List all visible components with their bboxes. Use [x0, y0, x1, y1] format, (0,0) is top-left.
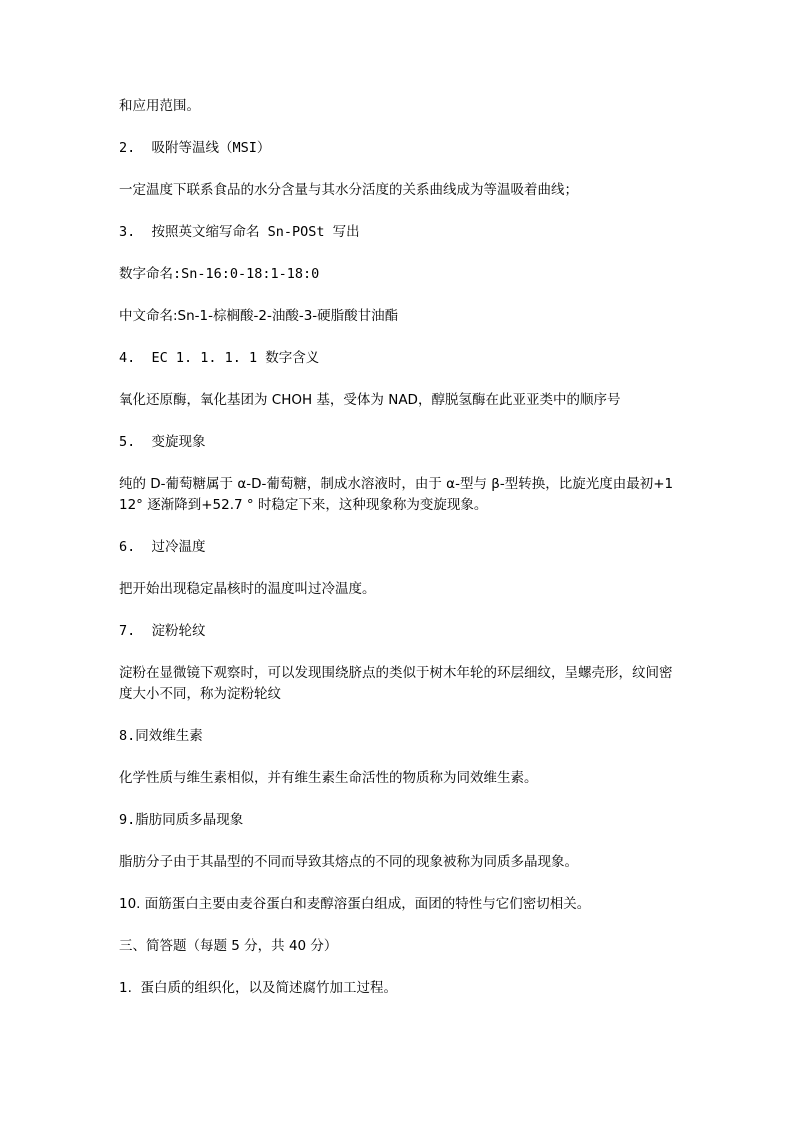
section-heading-short-answer: 三、简答题（每题 5 分，共 40 分） [119, 938, 338, 954]
heading-item-6: 6. 过冷温度 [119, 539, 206, 555]
heading-item-5: 5. 变旋现象 [119, 434, 206, 450]
paragraph-item-3-numeric: 数字命名:Sn-16:0-18:1-18:0 [119, 266, 320, 282]
heading-item-9: 9.脂肪同质多晶现象 [119, 812, 244, 828]
heading-item-8: 8.同效维生素 [119, 728, 203, 744]
paragraph-item-7: 淀粉在显微镜下观察时，可以发现围绕脐点的类似于树木年轮的环层细纹，呈螺壳形，纹间密度大小不同，称为淀粉轮纹 [119, 665, 673, 702]
paragraph-item-3-chinese: 中文命名:Sn-1-棕榈酸-2-油酸-3-硬脂酸甘油酯 [119, 308, 399, 324]
paragraph-item-6: 把开始出现稳定晶核时的温度叫过冷温度。 [119, 581, 376, 597]
heading-item-7: 7. 淀粉轮纹 [119, 623, 206, 639]
paragraph-item-10: 10. 面筋蛋白主要由麦谷蛋白和麦醇溶蛋白组成，面团的特性与它们密切相关。 [119, 896, 591, 912]
paragraph-item-2: 一定温度下联系食品的水分含量与其水分活度的关系曲线成为等温吸着曲线； [119, 182, 578, 198]
question-item-1: 1. 蛋白质的组织化，以及简述腐竹加工过程。 [119, 980, 397, 996]
paragraph-item-9: 脂肪分子由于其晶型的不同而导致其熔点的不同的现象被称为同质多晶现象。 [119, 854, 578, 870]
paragraph-item-5: 纯的 D-葡萄糖属于 α-D-葡萄糖，制成水溶液时，由于 α-型与 β-型转换，比旋光度由最初+112° 逐渐降到+52.7 ° 时稳定下来，这种现象称为变旋现象。 [119, 476, 674, 513]
heading-item-3: 3. 按照英文缩写命名 Sn-POSt 写出 [119, 224, 360, 240]
paragraph-item-8: 化学性质与维生素相似，并有维生素生命活性的物质称为同效维生素。 [119, 770, 538, 786]
paragraph-continuation: 和应用范围。 [119, 98, 200, 114]
paragraph-item-4: 氧化还原酶，氧化基团为 CHOH 基，受体为 NAD，醇脱氢酶在此亚亚类中的顺序号 [119, 392, 621, 408]
heading-item-2: 2. 吸附等温线（MSI） [119, 140, 271, 156]
heading-item-4: 4. EC 1. 1. 1. 1 数字含义 [119, 350, 320, 366]
